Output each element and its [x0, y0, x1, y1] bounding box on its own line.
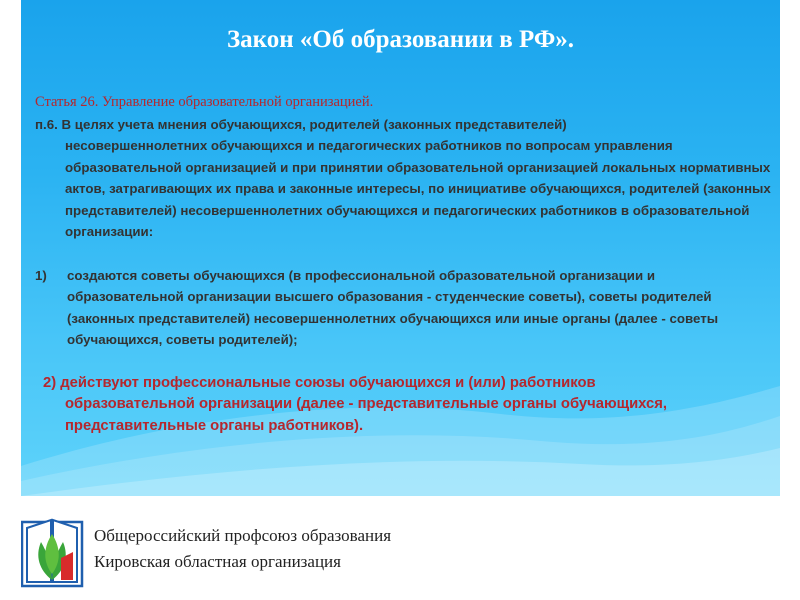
list-item-1-number: 1): [35, 267, 47, 283]
paragraph-6-lead: п.6. В целях учета мнения обучающихся, родителей (законных представителей): [35, 116, 567, 132]
union-logo-icon: [21, 514, 85, 588]
slide-title: Закон «Об образовании в РФ».: [226, 26, 575, 53]
paragraph-6-text: несовершеннолетних обучающихся и педагогических работников по вопросам управления образовательной организацией и при принятии образовательной организацией локальных нормативных актов, затрагивающих их права и законные интересы, по инициативе обучающихся, родителей (законных представителей) несовершеннолетних обучающихся и педагогических работников в образовательной организации:: [65, 138, 771, 239]
footer-org-region: Кировская областная организация: [94, 552, 341, 571]
list-item-2-lead: 2) действуют профессиональные союзы обучающихся и (или) работников: [43, 374, 596, 391]
slide-panel: [21, 0, 780, 496]
list-item-2: [35, 373, 775, 438]
list-item-2-text: образовательной организации (далее - представительные органы обучающихся, представительные органы работников).: [65, 396, 668, 434]
slide-body: [35, 92, 775, 437]
footer-org-name: Общероссийский профсоюз образования: [94, 526, 392, 545]
article-heading: Статья 26. Управление образовательной организацией.: [35, 94, 374, 110]
list-item-1-text: создаются советы обучающихся (в профессиональной образовательной организации и образовательной организации высшего образования - студенческие советы), советы родителей (законных представителей) несовершеннолетних обучающихся или иные органы (далее - советы обучающихся, советы родителей);: [67, 267, 719, 347]
footer: [21, 508, 780, 596]
paragraph-6: [35, 114, 775, 243]
list-item-1: [35, 265, 775, 351]
